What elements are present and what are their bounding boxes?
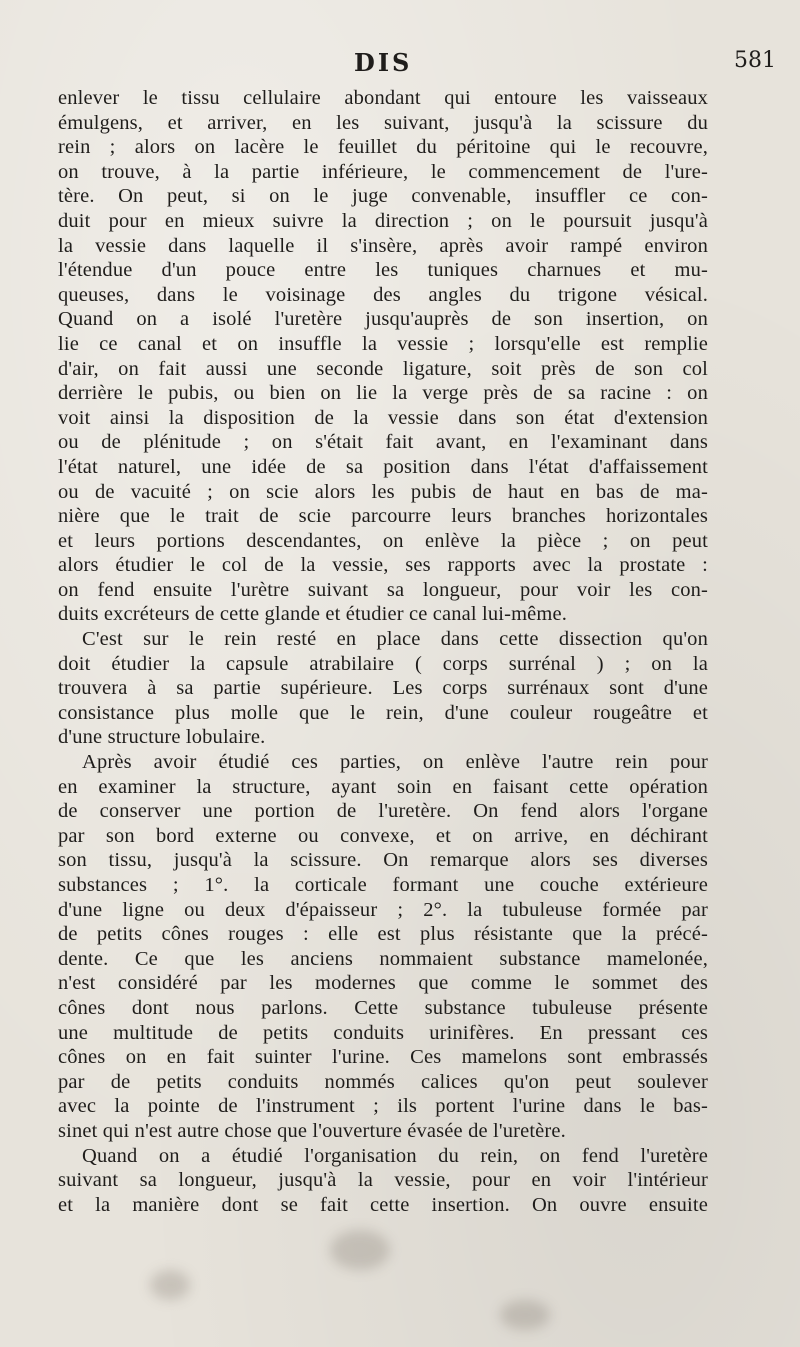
text-line: Après avoir étudié ces parties, on enlève l'autre rein pour <box>82 751 708 774</box>
text-line: rein ; alors on lacère le feuillet du péritoine qui le recouvre, <box>58 136 708 159</box>
text-line: tère. On peut, si on le juge convenable, insuffler ce con- <box>58 185 708 208</box>
text-line: ou de plénitude ; on s'était fait avant, en l'examinant dans <box>58 431 708 454</box>
text-line: queuses, dans le voisinage des angles du trigone vésical. <box>58 283 708 306</box>
text-line: enlever le tissu cellulaire abondant qui entoure les vaisseaux <box>58 87 708 109</box>
text-line: ou de vacuité ; on scie alors les pubis de haut en bas de ma- <box>58 480 708 503</box>
text-line: la vessie dans laquelle il s'insère, après avoir rampé environ <box>58 234 708 257</box>
text-line: l'étendue d'un pouce entre les tuniques charnues et mu- <box>58 259 708 282</box>
text-line: une multitude de petits conduits urinifères. En pressant ces <box>58 1021 708 1044</box>
text-line: nière que le trait de scie parcourre leurs branches horizontales <box>58 505 708 528</box>
paper-stain <box>150 1270 190 1300</box>
text-line: substances ; 1°. la corticale formant une couche extérieure <box>58 874 708 896</box>
text-line: l'état naturel, une idée de sa position dans l'état d'affaissement <box>58 455 708 478</box>
text-line: duits excréteurs de cette glande et étudier ce canal lui-même. <box>58 603 568 626</box>
text-line: lie ce canal et on insuffle la vessie ; lorsqu'elle est remplie <box>58 332 708 355</box>
text-line: par son bord externe ou convexe, et on arrive, en déchirant <box>58 824 708 847</box>
page-number: 581 <box>734 48 776 73</box>
running-head <box>58 44 776 84</box>
text-line: on fend ensuite l'urètre suivant sa longueur, pour voir les con- <box>58 578 708 601</box>
text-line: alors étudier le col de la vessie, ses rapports avec la prostate : <box>58 554 708 577</box>
text-line: suivant sa longueur, jusqu'à la vessie, pour en voir l'intérieur <box>58 1169 708 1192</box>
running-head-title: DIS <box>354 48 413 77</box>
text-line: sinet qui n'est autre chose que l'ouverture évasée de l'uretère. <box>58 1119 566 1142</box>
text-line: derrière le pubis, ou bien on lie la verge près de sa racine : on <box>58 382 708 405</box>
text-line: et leurs portions descendantes, on enlève la pièce ; on peut <box>58 529 708 552</box>
text-line: Quand on a isolé l'uretère jusqu'auprès de son insertion, on <box>58 308 708 331</box>
text-line: par de petits conduits nommés calices qu'on peut soulever <box>58 1070 708 1093</box>
text-line: émulgens, et arriver, en les suivant, jusqu'à la scissure du <box>58 111 708 134</box>
text-line: de conserver une portion de l'uretère. On fend alors l'organe <box>58 800 708 823</box>
text-line: n'est considéré par les modernes que comme le sommet des <box>58 972 708 995</box>
text-line: cônes dont nous parlons. Cette substance tubuleuse présente <box>58 996 708 1019</box>
text-line: d'une ligne ou deux d'épaisseur ; 2°. la tubuleuse formée par <box>58 898 708 921</box>
text-line: trouvera à sa partie supérieure. Les corps surrénaux sont d'une <box>58 677 708 700</box>
text-line: cônes on en fait suinter l'urine. Ces mamelons sont embrassés <box>58 1046 708 1069</box>
text-line: duit pour en mieux suivre la direction ; on le poursuit jusqu'à <box>58 209 708 232</box>
text-line: voit ainsi la disposition de la vessie dans son état d'extension <box>58 406 708 429</box>
text-line: son tissu, jusqu'à la scissure. On remarque alors ses diverses <box>58 849 708 872</box>
text-line: doit étudier la capsule atrabilaire ( corps surrénal ) ; on la <box>58 652 708 675</box>
text-line: avec la pointe de l'instrument ; ils portent l'urine dans le bas- <box>58 1095 708 1118</box>
text-line: dente. Ce que les anciens nommaient substance mamelonée, <box>58 947 708 970</box>
text-line: en examiner la structure, ayant soin en faisant cette opération <box>58 775 708 798</box>
text-line: on trouve, à la partie inférieure, le commencement de l'ure- <box>58 160 708 183</box>
text-line: C'est sur le rein resté en place dans cette dissection qu'on <box>82 628 708 651</box>
text-line: consistance plus molle que le rein, d'une couleur rougeâtre et <box>58 701 708 724</box>
text-line: d'air, on fait aussi une seconde ligature, soit près de son col <box>58 357 708 380</box>
body-text <box>58 86 708 1217</box>
paper-stain <box>500 1300 550 1330</box>
text-line: et la manière dont se fait cette insertion. On ouvre ensuite <box>58 1193 708 1216</box>
text-line: Quand on a étudié l'organisation du rein, on fend l'uretère <box>82 1144 708 1167</box>
text-line: d'une structure lobulaire. <box>58 726 266 749</box>
paper-stain <box>330 1230 390 1270</box>
text-line: de petits cônes rouges : elle est plus résistante que la précé- <box>58 923 708 946</box>
